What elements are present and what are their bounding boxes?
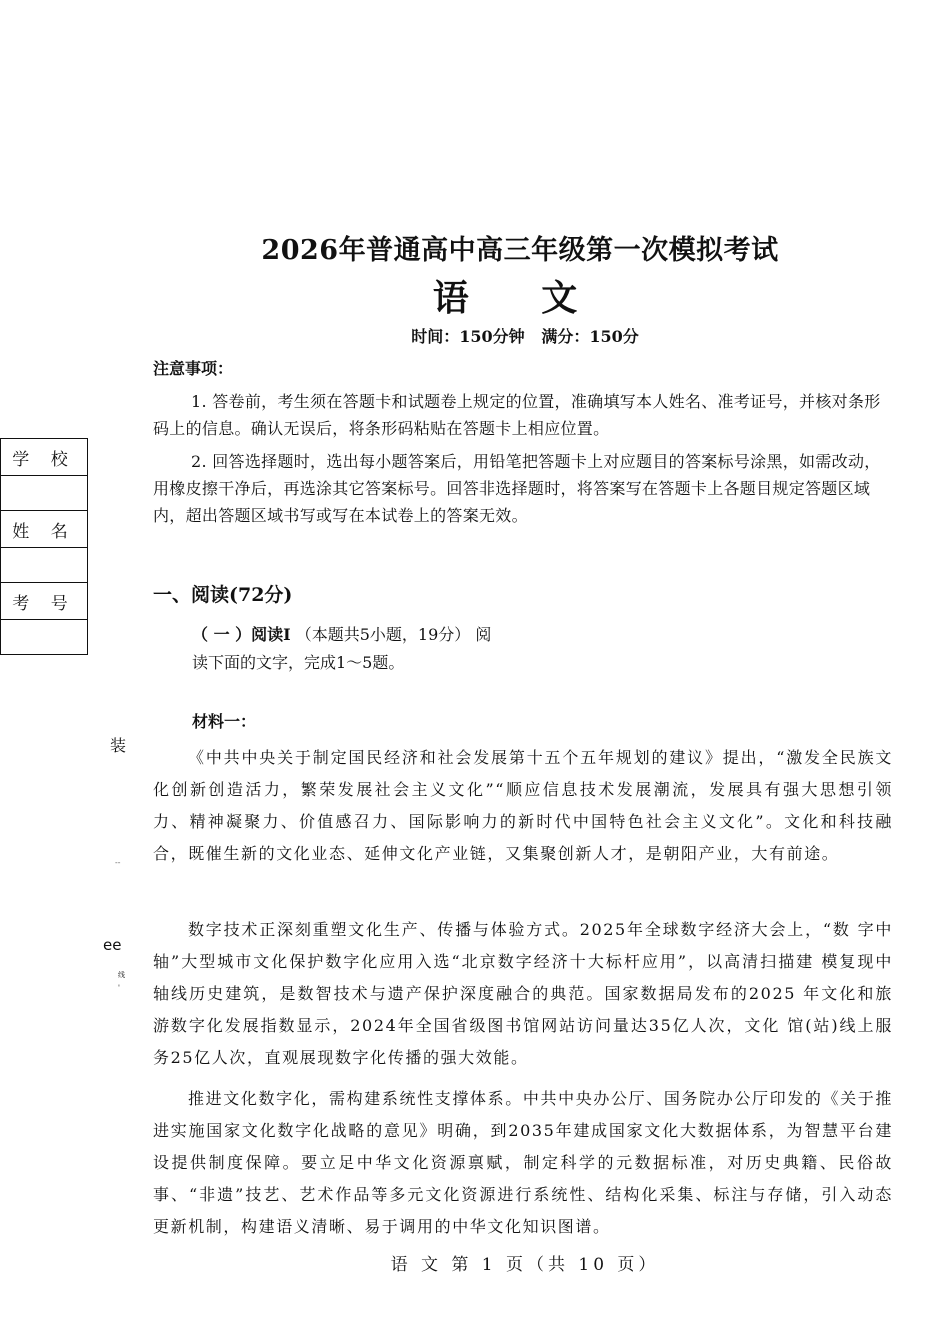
binding-mark: 装	[110, 736, 127, 755]
line-mark: 线	[118, 971, 125, 979]
section-heading: 一、阅读(72分)	[153, 584, 293, 606]
comma-mark: '	[118, 984, 120, 992]
candidate-info-table	[0, 438, 88, 655]
notice-item-1: 1. 答卷前，考生须在答题卡和试题卷上规定的位置，准确填写本人姓名、准考证号，并核对条形码上的信息。确认无误后，将条形码粘贴在答题卡上相应位置。	[153, 392, 881, 438]
school-label: 学 校	[1, 439, 88, 476]
page-footer: 语 文 第 1 页（共 10 页）	[390, 1255, 660, 1275]
paragraph-1: 《中共中央关于制定国民经济和社会发展第十五个五年规划的建议》提出，“激发全民族文化创新创造活力，繁荣发展社会主义文化”“顺应信息技术发展潮流，发展具有强大思想引领力、精神凝聚力、价值感召力、国际影响力的新时代中国特色社会主义文化”。文化和科技融合，既催生新的文化业态、延伸文化产业链，又集聚创新人才，是朝阳产业，大有前途。	[153, 748, 893, 863]
notice-heading: 注意事项：	[153, 359, 234, 378]
subsection-desc: （本题共5小题，19分） 阅读下面的文字，完成1～5题。	[192, 625, 492, 672]
subject-title: 语 文	[432, 277, 608, 319]
name-label: 姓 名	[1, 511, 88, 548]
exam-title: 2026年普通高中高三年级第一次模拟考试	[261, 235, 779, 266]
subsection-label: （ 一 ）阅读Ⅰ	[192, 625, 291, 644]
subsection-intro	[192, 621, 502, 677]
material-label: 材料一：	[192, 712, 257, 731]
margin-ee-mark: ee	[103, 936, 122, 954]
exam-number-field[interactable]	[1, 620, 88, 655]
paragraph-3: 推进文化数字化，需构建系统性支撑体系。中共中央办公厅、国务院办公厅印发的《关于推进实施国家文化数字化战略的意见》明确，到2035年建成国家文化大数据体系，为智慧平台建设提供制度保障。要立足中华文化资源禀赋，制定科学的元数据标准，对历史典籍、民俗故事、“非遗”技艺、艺术作品等多元文化资源进行系统性、结构化采集、标注与存储，引入动态更新机制，构建语义清晰、易于调用的中华文化知识图谱。	[153, 1089, 893, 1236]
exam-number-label: 考 号	[1, 583, 88, 620]
notice-item-2: 2. 回答选择题时，选出每小题答案后，用铅笔把答题卡上对应题目的答案标号涂黑，如需改动，用橡皮擦干净后，再选涂其它答案标号。回答非选择题时，将答案写在答题卡上各题目规定答题区域内，超出答题区域书写或写在本试卷上的答案无效。	[153, 452, 881, 525]
paragraph-2: 数字技术正深刻重塑文化生产、传播与体验方式。2025年全球数字经济大会上，“数 字中轴”大型城市文化保护数字化应用入选“北京数字经济十大标杆应用”，以高清扫描建 模复现中轴线历史建筑，是数智技术与遗产保护深度融合的典范。国家数据局发布的2025 年文化和旅游数字化发展指数显示，2024年全国省级图书馆网站访问量达35亿人次，文化 馆(站)线上服务25亿人次，直观展现数字化传播的强大效能。	[153, 920, 893, 1067]
name-field[interactable]	[1, 548, 88, 583]
time-info: 时间：150分钟 满分：150分	[411, 327, 639, 346]
margin-dash-mark: --	[115, 858, 121, 867]
school-field[interactable]	[1, 476, 88, 511]
